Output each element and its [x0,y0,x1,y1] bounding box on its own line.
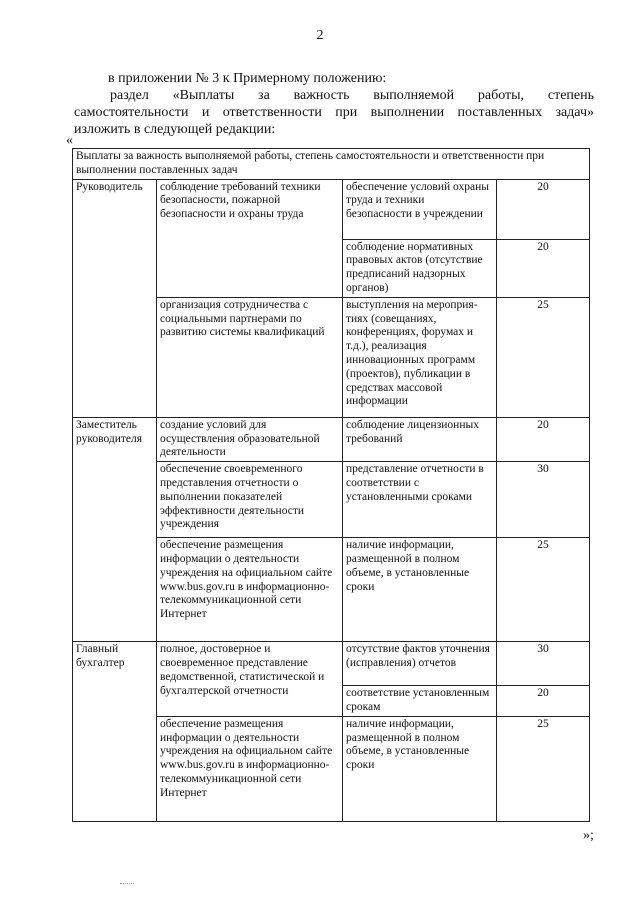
indicator-cell: соблюдение нормативных правовых актов (отсутствие предписаний надзорных органов) [343,239,497,297]
value-cell: 20 [497,686,590,717]
value-cell: 30 [497,642,590,686]
criterion-cell: организация сотрудничества с социальными партнерами по развитию системы квалификаций [157,297,343,417]
indicator-cell: наличие информации, размещенной в полном объеме, в установленные сроки [343,716,497,821]
value-cell: 30 [497,462,590,538]
indicator-cell: выступления на мероприя-тиях (совещаниях, конференциях, форумах и т.д.), реализация инновационных программ (проектов), публикации в средствах массовой информации [343,297,497,417]
indicator-cell: соответствие установленным срокам [343,686,497,717]
value-cell: 20 [497,179,590,239]
open-quote: « [66,133,73,148]
role-cell: Главный бухгалтер [73,642,157,822]
indicator-cell: представление отчетности в соответствии с установленными сроками [343,462,497,538]
intro-line-3: самостоятельности и ответственности при выполнении поставленных задач» [74,105,594,120]
indicator-cell: отсутствие фактов уточнения (исправления) отчетов [343,642,497,686]
intro-line-1: в приложении № 3 к Примерному положению: [108,71,387,86]
indicator-cell: наличие информации, размещенной в полном объеме, в установленные сроки [343,538,497,642]
indicator-cell: соблюдение лицензионных требований [343,417,497,461]
payments-table [72,148,590,822]
criterion-cell: полное, достоверное и своевременное представление ведомственной, статистической и бухгалтерской отчетности [157,642,343,717]
value-cell: 25 [497,538,590,642]
intro-line-2: раздел «Выплаты за важность выполняемой работы, степень [110,88,594,103]
value-cell: 25 [497,716,590,821]
table-row [73,417,590,461]
criterion-cell: обеспечение размещения информации о деятельности учреждения на официальном сайте www.bus.gov.ru в информационно-телекоммуникационной сети Интернет [157,716,343,821]
criterion-cell: соблюдение требований техники безопасности, пожарной безопасности и охраны труда [157,179,343,297]
criterion-cell: создание условий для осуществления образовательной деятельности [157,417,343,461]
criterion-cell: обеспечение своевременного представления отчетности о выполнении показателей эффективности деятельности учреждения [157,462,343,538]
value-cell: 20 [497,239,590,297]
value-cell: 25 [497,297,590,417]
footer-mark [120,883,134,884]
role-cell: Заместитель руководителя [73,417,157,641]
indicator-cell: обеспечение условий охраны труда и техники безопасности в учреждении [343,179,497,239]
intro-line-4: изложить в следующей редакции: [74,122,276,137]
table-header: Выплаты за важность выполняемой работы, степень самостоятельности и ответственности при выполнении поставленных задач [73,149,590,180]
table-row [73,179,590,239]
close-quote: »; [583,828,594,843]
role-cell: Руководитель [73,179,157,417]
value-cell: 20 [497,417,590,461]
table-header-row [73,149,590,180]
table-row [73,642,590,686]
criterion-cell: обеспечение размещения информации о деятельности учреждения на официальном сайте www.bus.gov.ru в информационно-телекоммуникационной сети Интернет [157,538,343,642]
page-number: 2 [316,28,324,43]
